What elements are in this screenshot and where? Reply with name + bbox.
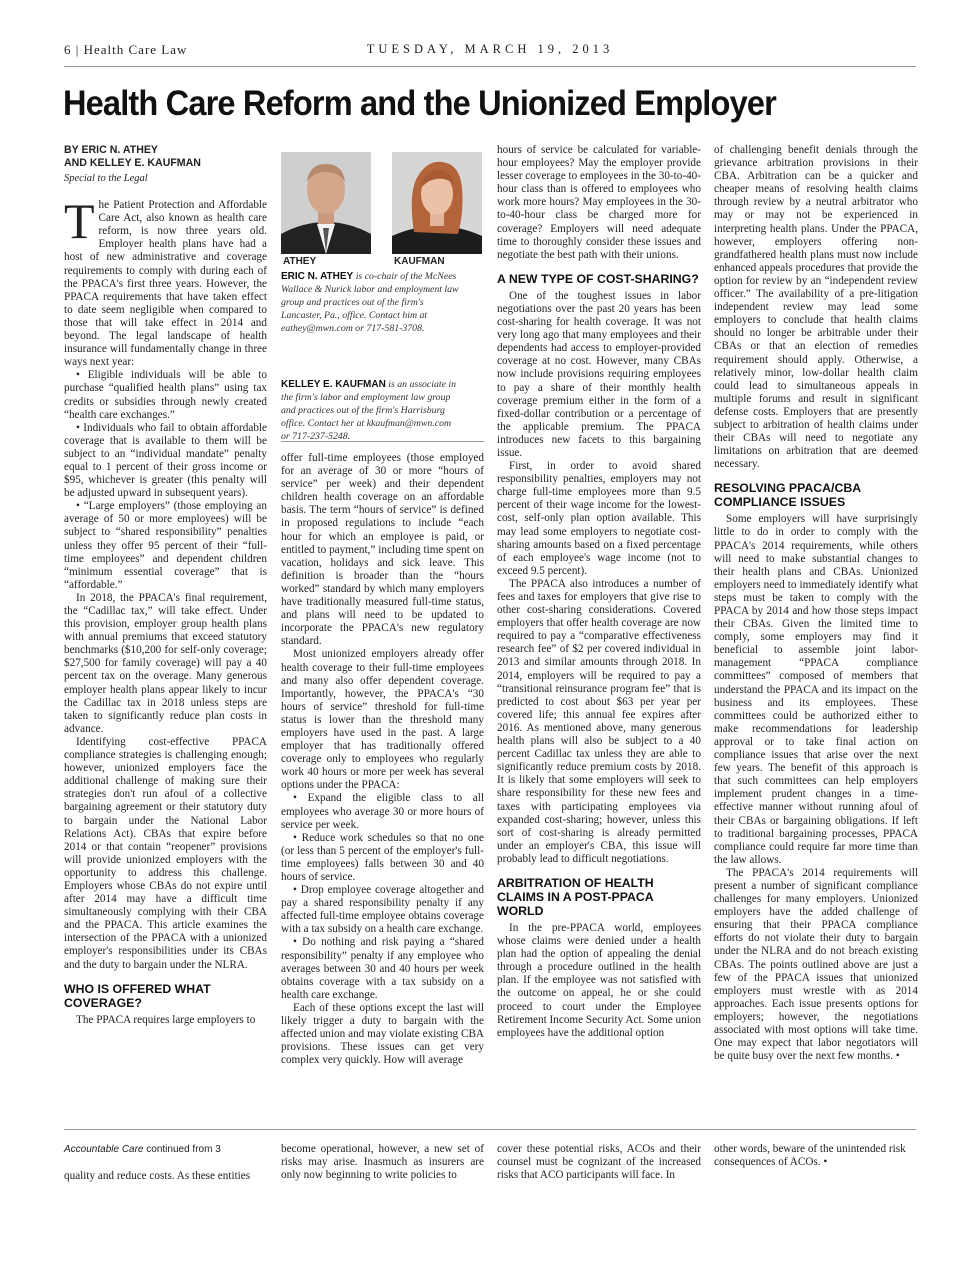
athey-photo-caption: ATHEY [283, 256, 317, 267]
continued-title: Accountable Care [64, 1144, 144, 1155]
paragraph: offer full-time employees (those employed for an average of 30 or more “hours of service” per week) and their dependent children health coverage on an affordable basis. The term “hours of service” is defined in proposed regulations to include “each hour for which an employee is paid, or entitled to payment,” including time spent on vacation, holidays and sick leave. This definition is broader than the “hours worked” standard by which many employers have traditionally measured full-time status, and plans will need to be updated to incorporate the PPACA's new regulatory standard. [281, 452, 484, 648]
paragraph: In 2018, the PPACA's final requirement, the “Cadillac tax,” will take effect. Under this provision, employer group health plans with annual premiums that exceed statutory benchmarks ($10,200 for self-only coverage; $27,500 for family coverage) will pay a 40 percent tax on the overage. Many generous employer health plans appear likely to incur the Cadillac tax in 2018 unless steps are taken to significantly reduce plan costs in advance. [64, 591, 267, 735]
athey-photo [281, 152, 371, 254]
kaufman-portrait-image [392, 152, 482, 254]
bullet-1: • Eligible individuals will be able to purchase “qualified health plans” using tax credits or subsidies through newly created “health care exchanges.” [64, 369, 267, 421]
footer-text: quality and reduce costs. As these entities [64, 1170, 251, 1182]
continued-from: continued from 3 [143, 1144, 221, 1155]
paragraph: of challenging benefit denials through the grievance arbitration provisions in their CBA. Arbitration can be a quicker and cheaper means of resolving health claims through review by a neutral arbitrator who may or may not be experienced in interpreting health plans. Under the PPACA, however, employers offering non-grandfathered health plans must now include enhanced appeals procedures that provide the option for review by an “independent review officer.” The availability of a pre-litigation independent review may lead some employers to conclude that health claims should no longer be arbitrable under their CBAs or that an election of remedies requirement should apply. Otherwise, a relatively minor, low-dollar health claim could lead to simultaneous appeals in multiple forums and result in significant defense costs. Employers that are presently subject to arbitration of health claims under their CBAs will need to negotiate any limitations on arbitration that are deemed necessary. [714, 144, 918, 471]
column-4 [714, 144, 918, 1063]
footer-col-4: other words, beware of the unintended risk consequences of ACOs. • [714, 1143, 906, 1168]
bullet-3: • Drop employee coverage altogether and pay a shared responsibility penalty if any affected full-time employee obtains coverage with a tax subsidy on a health care exchange. [281, 884, 484, 936]
kaufman-bio-name: KELLEY E. KAUFMAN [281, 379, 386, 390]
paragraph: Some employers will have surprisingly little to do in order to comply with the PPACA's 2014 requirements, while others will need to make substantial changes to their health plans and CBAs. Unionized employers need to immediately identify what steps must be taken to comply with the PPACA by 2014 and how those steps impact their CBAs. Given the limited time to comply, some employers may find it beneficial to assemble joint labor-management “PPACA compliance committees” composed of members that understand the PPACA and its impact on the business and its employees. These committees could be authorized either to make recommendations for leadership approval or to take final action on compliance issues that arise over the next few years. The benefit of this approach is that such committees can help employers implement prudent changes in a time-effective manner without running afoul of their CBAs or bargaining obligations. If left to traditional bargaining processes, PPACA compliance could require far more time than the law allows. [714, 513, 918, 866]
athey-bio [281, 270, 459, 335]
byline-author-2: AND KELLEY E. KAUFMAN [64, 157, 201, 169]
paragraph: In the pre-PPACA world, employees whose claims were denied under a health plan had the option of appealing the denial through a procedure outlined in the health plan. If the employee was not satisfied with the outcome on appeal, he or she could proceed to court under the Employee Retirement Income Security Act. Some union employees have the additional option [497, 921, 701, 1039]
column-3 [497, 144, 701, 1040]
paragraph: One of the toughest issues in labor negotiations over the past 20 years has been cost-sharing for health coverage. It was not very long ago that many employees and their dependents had access to employer-provided coverage at no cost. However, many CBAs now include provisions requiring employees to pay a share of their monthly health coverage premium either in the form of a fixed-dollar contribution or a percentage of the applicable premium. The PPACA introduces new facets to this bargaining issue. [497, 289, 701, 459]
continued-label [64, 1143, 267, 1156]
drop-cap: T [64, 193, 95, 250]
footer-col-3: cover these potential risks, ACOs and their counsel must be cognizant of the increased risks that ACO participants will face. In [497, 1143, 701, 1181]
kaufman-bio-text: is an associate in the firm's labor and employment law group and practices out of the firm's Harrisburg office. Contact her at kkaufman@mwn.com or 717-237-5248. [281, 379, 457, 442]
section-heading: WHO IS OFFERED WHAT COVERAGE? [64, 981, 211, 1010]
athey-portrait-image [281, 152, 371, 254]
paragraph: Most unionized employers already offer health coverage to their full-time employees and many also offer dependent coverage. Importantly, however, the PPACA's “30 hours of service” threshold for full-time status is lower than the threshold many employers have used in the past. A large employer that has traditionally offered coverage only to employees who regularly work 40 hours or more per week has several options under the PPACA: [281, 648, 484, 792]
section-heading: ARBITRATION OF HEALTH CLAIMS IN A POST-PPACA WORLD [497, 875, 654, 918]
lead-paragraph [64, 193, 267, 369]
kaufman-photo-caption: KAUFMAN [394, 256, 445, 267]
paragraph: Identifying cost-effective PPACA compliance strategies is challenging enough; however, unionized employers face the additional challenge of making sure their strategies don't run afoul of a collective bargaining agreement or their statutory duty to bargain under the National Labor Relations Act). CBAs that expire before 2014 or that contain “reopener” provisions will provide unionized employers with the opportunity to address this challenge. Employers whose CBAs do not expire until after 2014 may have a difficult time simultaneously complying with their CBA and the PPACA. This article examines the intersection of the PPACA with a unionized employer's responsibilities under its CBAs and the duty to bargain under the NLRA. [64, 735, 267, 971]
section-heading: RESOLVING PPACA/CBA COMPLIANCE ISSUES [714, 481, 861, 510]
kaufman-bio [281, 378, 459, 443]
footer-col-1 [64, 1143, 267, 1183]
footer-col-2: become operational, however, a new set of risks may arise. Inasmuch as insurers are only now beginning to write policies to [281, 1143, 484, 1181]
paragraph: The PPACA requires large employers to [76, 1013, 256, 1026]
byline-author-1: BY ERIC N. ATHEY [64, 144, 158, 156]
bullet-4: • Do nothing and risk paying a “shared responsibility” penalty if any employee who averages between 30 and 40 hours per week obtains coverage with a tax subsidy on a health care exchange. [281, 936, 484, 1001]
paragraph: The PPACA's 2014 requirements will present a number of significant compliance challenges for many employers. Unionized employers have the added challenge of ensuring that their PPACA compliance efforts do not violate their duty to bargain under the NLRA and do not breach existing CBAs. The points outlined above are just a few of the PPACA issues that unionized employers must wrestle with as 2014 approaches. Each issue presents options for employers; however, the negotiations associated with most options will take time. One may expect that labor negotiators will be quite busy over the next few months. • [714, 866, 918, 1063]
bullet-1: • Expand the eligible class to all employees who average 30 or more hours of service per week. [281, 792, 484, 831]
paragraph: Each of these options except the last will likely trigger a duty to bargain with the affected union and may violate existing CBA provisions. These issues can get very complex very quickly. How will average [281, 1001, 484, 1067]
page-header [64, 42, 916, 62]
page-number-section: 6 | Health Care Law [64, 42, 188, 57]
section-heading: A NEW TYPE OF COST-SHARING? [497, 271, 699, 286]
column-1 [64, 144, 267, 1027]
kaufman-photo [392, 152, 482, 254]
bullet-2: • Reduce work schedules so that no one (or less than 5 percent of the employer's full-time employees) falls between 30 and 40 hours of service. [281, 831, 484, 883]
paragraph: First, in order to avoid shared responsibility penalties, employers may not charge full-time employees more than 9.5 percent of their wage income for the lowest-cost, self-only plan option available. This may lead some employers to negotiate cost-sharing amounts based on a fixed percentage of each employee's wage income (not to exceed 9.5 percent). [497, 460, 701, 577]
bullet-2: • Individuals who fail to obtain affordable coverage that is available to them will be subject to an “individual mandate” penalty equal to 1 percent of their gross income or $95, whichever is greater (this penalty will be adjusted upward in subsequent years). [64, 421, 267, 500]
header-rule [64, 66, 916, 67]
athey-bio-text: is co-chair of the McNees Wallace & Nurick labor and employment law group and practices out of the firm's Lancaster, Pa., office. Contact him at eathey@mwn.com or 717-581-3708. [281, 271, 459, 334]
lead-text: he Patient Protection and Affordable Care Act, also known as health care reform, is now three years old. Employer health plans have had a host of new administrative and coverage requirements to comply with during each of the PPACA's first three years. However, the PPACA requirements that have taken effect to date seem negligible when compared to those that will take effect in 2014 and beyond. The legal landscape of health insurance will fundamentally change in three ways next year: [64, 199, 267, 369]
issue-date: TUESDAY, MARCH 19, 2013 [366, 42, 614, 56]
article-title: Health Care Reform and the Unionized Employer [63, 84, 776, 123]
bio-rule [281, 441, 484, 442]
paragraph: hours of service be calculated for variable-hour employees? May the employer provide lesser coverage to employees in the 30-to-40-hour class than is offered to employees who work more hours? May employees in the 30-to-40-hour class be charged more for coverage? Employers will need adequate time to thoroughly consider these issues and negotiate the best path with their unions. [497, 144, 701, 261]
athey-bio-name: ERIC N. ATHEY [281, 271, 354, 282]
byline-special: Special to the Legal [64, 173, 148, 184]
footer-rule [64, 1129, 916, 1130]
bullet-3: • “Large employers” (those employing an average of 50 or more employees) will be subject to “shared responsibility” penalties unless they offer 95 percent of their “full-time employees” and dependent children “minimum essential coverage” that is “affordable.” [64, 500, 267, 591]
paragraph: The PPACA also introduces a number of fees and taxes for employers that give rise to other cost-sharing considerations. Covered employers that offer health coverage are now required to pay a “comparative effectiveness research fee” of $2 per covered individual in 2013 and similar amounts through 2018. In 2014, employers will be required to pay a “transitional reinsurance program fee” that is predicted to cost about $63 per year per covered life; this annual fee expires after 2016. As mentioned above, many generous health plans will also be subject to a 40 percent Cadillac tax unless they are able to significantly reduce premium costs by 2018. It is likely that some employers will seek to share responsibility for these new fees and taxes with participating employees via expanded cost-sharing; however, unless this sort of cost-sharing is already permitted under an employer's CBA, this issue will probably lead to difficult negotiations. [497, 577, 701, 865]
column-2 [281, 452, 484, 1067]
